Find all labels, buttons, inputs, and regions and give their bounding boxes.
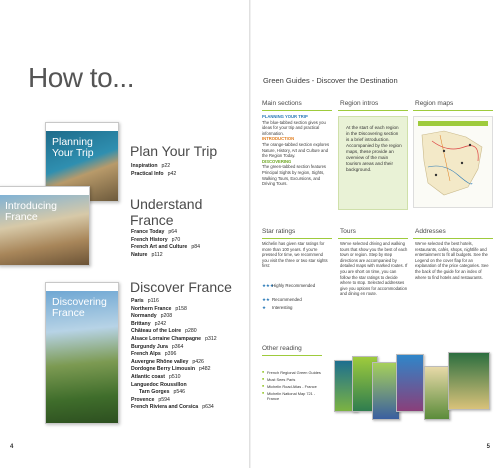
cover-discovering-france [45, 282, 119, 424]
star-level: ★★★Highly Recommended [262, 283, 316, 288]
toc-entry[interactable]: Northern France p158 [131, 305, 187, 312]
toc-entry[interactable]: Paris p116 [131, 298, 159, 304]
cover-title: Discovering France [52, 296, 107, 319]
region-intros-text: At the start of each region in the Discovering section is a brief introduction. Accompanied by the region maps, these provide an overview of the main tourism areas and their background. [346, 125, 402, 172]
toc-entry[interactable]: French History p70 [131, 236, 181, 243]
page-title: Green Guides - Discover the Destination [263, 76, 398, 85]
star-ratings-text: Michelin has given star ratings for more than 100 years. If you're pressed for time, we recommend you visit the three or two star sights first: [262, 241, 328, 269]
list-item[interactable]: ■ Michelin Road Atlas - France [262, 384, 322, 389]
toc-entry[interactable]: Dordogne Berry Limousin p482 [131, 366, 211, 373]
region-maps-header: Region maps [415, 100, 454, 107]
section-title: Discover France [130, 279, 232, 295]
right-page [250, 0, 500, 468]
section-title: Plan Your Trip [130, 143, 218, 159]
divider [262, 355, 322, 356]
section-title: Understand France [130, 196, 203, 228]
region-intro-box [338, 116, 408, 210]
toc-entry[interactable]: French Art and Culture p84 [131, 244, 200, 251]
toc-entry[interactable]: Alsace Lorraine Champagne p312 [131, 335, 217, 342]
star-level: ★★ Recommended [262, 297, 302, 302]
toc-entry[interactable]: Normandy p208 [131, 313, 173, 320]
toc-entry[interactable]: Provence p594 [131, 396, 170, 403]
toc-entry[interactable]: Nature p112 [131, 251, 163, 258]
addresses-text: We've selected the best hotels, restaurants, cafés, shops, nightlife and entertainment to fit all budgets. See the Legend on the cover flap for an explanation of the price categories. See the back of the guide for an index of where to find hotels and restaurants. [415, 241, 489, 280]
other-reading-list [262, 370, 322, 403]
region-intros-header: Region intros [340, 100, 379, 107]
toc-entry[interactable]: French Riviera and Corsica p634 [131, 404, 214, 411]
divider [262, 110, 332, 111]
region-map-image [413, 116, 493, 208]
toc-entry[interactable]: Atlantic coast p510 [131, 373, 181, 380]
toc-list [131, 229, 200, 259]
toc-entry[interactable]: Burgundy Jura p364 [131, 343, 184, 350]
page-heading: How to... [28, 62, 134, 93]
divider [338, 110, 408, 111]
toc-list [131, 298, 217, 412]
toc-entry[interactable]: Auvergne Rhône valley p426 [131, 358, 204, 365]
page-number: 4 [10, 444, 14, 450]
stars-icon: ★ [262, 305, 266, 310]
star-level: ★ Interesting [262, 305, 293, 310]
cover-title: Planning Your Trip [52, 136, 94, 159]
toc-entry[interactable]: Languedoc Roussillon [131, 381, 187, 388]
toc-entry[interactable]: France Today p64 [131, 229, 177, 235]
tours-header: Tours [340, 228, 356, 235]
stars-icon: ★★ [262, 297, 270, 302]
toc-entry[interactable]: Château of the Loire p280 [131, 328, 197, 335]
star-ratings-header: Star ratings [262, 228, 296, 235]
toc-entry[interactable]: Practical Info p42 [131, 170, 177, 177]
tours-text: We've selected driving and walking tours that show you the best of each town or region. Step by step directions are accompanied by detailed maps with marked routes. If you are short on time, you can follow the star ratings to decide where to stop. Selected addresses give you options for accommodation and dining en route. [340, 241, 408, 297]
list-item[interactable]: ■ French Regional Green Guides [262, 370, 322, 375]
list-item[interactable]: ■ Must Sees Paris [262, 377, 322, 382]
divider [413, 238, 493, 239]
toc-list [131, 163, 176, 178]
divider [338, 238, 408, 239]
toc-entry[interactable]: French Alps p396 [131, 351, 177, 358]
addresses-header: Addresses [415, 228, 446, 235]
page-number: 5 [486, 444, 490, 450]
main-sections-header: Main sections [262, 100, 302, 107]
divider [262, 238, 332, 239]
stars-icon: ★★★ [262, 283, 274, 288]
toc-entry[interactable]: Inspiration p22 [131, 163, 171, 169]
list-item[interactable]: ■ Michelin National Map 721 - France [262, 391, 322, 401]
main-sections-text: PLANNING YOUR TRIP The blue-tabbed section gives you ideas for your trip and practical information. INTRODUCTION The orange-tabbed section explores Nature, History, Art and Culture and the Region Today. DISCOVERING The green-tabbed section features Principal Sights by region, Sights, Walking Tours, Excursions, and Driving Tours. [262, 114, 330, 187]
cover-title: Introducing France [5, 200, 57, 223]
guidebook-covers-image [334, 352, 494, 424]
other-reading-header: Other reading [262, 345, 302, 352]
cover-introducing-france [0, 186, 90, 266]
divider [413, 110, 493, 111]
toc-entry[interactable]: Brittany p242 [131, 320, 167, 327]
toc-entry[interactable]: Tarn Gorges p546 [139, 389, 186, 396]
